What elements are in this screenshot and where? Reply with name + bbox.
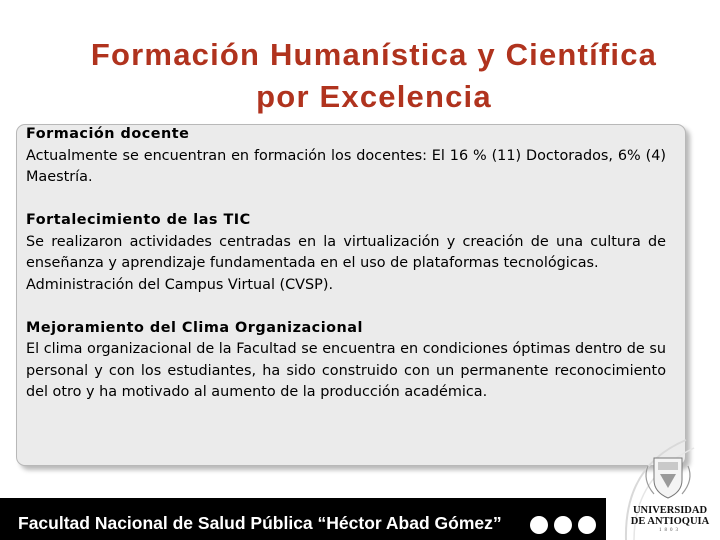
logo-line-2: DE ANTIOQUIA bbox=[630, 516, 710, 527]
section-fortalecimiento-tic bbox=[26, 210, 666, 296]
slide-title bbox=[0, 34, 720, 118]
section-paragraph: Administración del Campus Virtual (CVSP). bbox=[26, 276, 334, 293]
footer-dot-icon bbox=[530, 516, 548, 534]
footer-dots bbox=[530, 516, 600, 536]
section-paragraph: El clima organizacional de la Facultad se encuentra en condiciones óptimas dentro de su personal y con los estudiantes, ha sido construido con un permanente reconocimiento del otro y ha motivado al aumento de la producción académica. bbox=[26, 341, 666, 400]
footer-dot-icon bbox=[554, 516, 572, 534]
slide-title-line-2: por Excelencia bbox=[256, 79, 492, 114]
content-body bbox=[26, 124, 666, 425]
section-paragraph: Actualmente se encuentran en formación los docentes: El 16 % (11) Doctorados, 6% (4) Maestría. bbox=[26, 147, 666, 185]
slide-title-line-1: Formación Humanística y Científica bbox=[90, 37, 658, 72]
university-logo-wordmark bbox=[622, 505, 718, 527]
logo-line-1: UNIVERSIDAD bbox=[632, 505, 708, 516]
footer-dot-icon bbox=[578, 516, 596, 534]
section-heading: Formación docente bbox=[26, 126, 190, 142]
footer-institution-name: Facultad Nacional de Salud Pública “Héctor Abad Gómez” bbox=[18, 513, 502, 533]
section-paragraph: Se realizaron actividades centradas en la virtualización y creación de una cultura de enseñanza y aprendizaje fundamentada en el uso de plataformas tecnológicas. bbox=[26, 233, 666, 271]
section-clima-organizacional bbox=[26, 318, 666, 404]
section-heading: Mejoramiento del Clima Organizacional bbox=[26, 319, 363, 336]
section-heading: Fortalecimiento de las TIC bbox=[26, 212, 251, 228]
section-formacion-docente bbox=[26, 124, 666, 189]
logo-year: 1803 bbox=[659, 528, 681, 533]
